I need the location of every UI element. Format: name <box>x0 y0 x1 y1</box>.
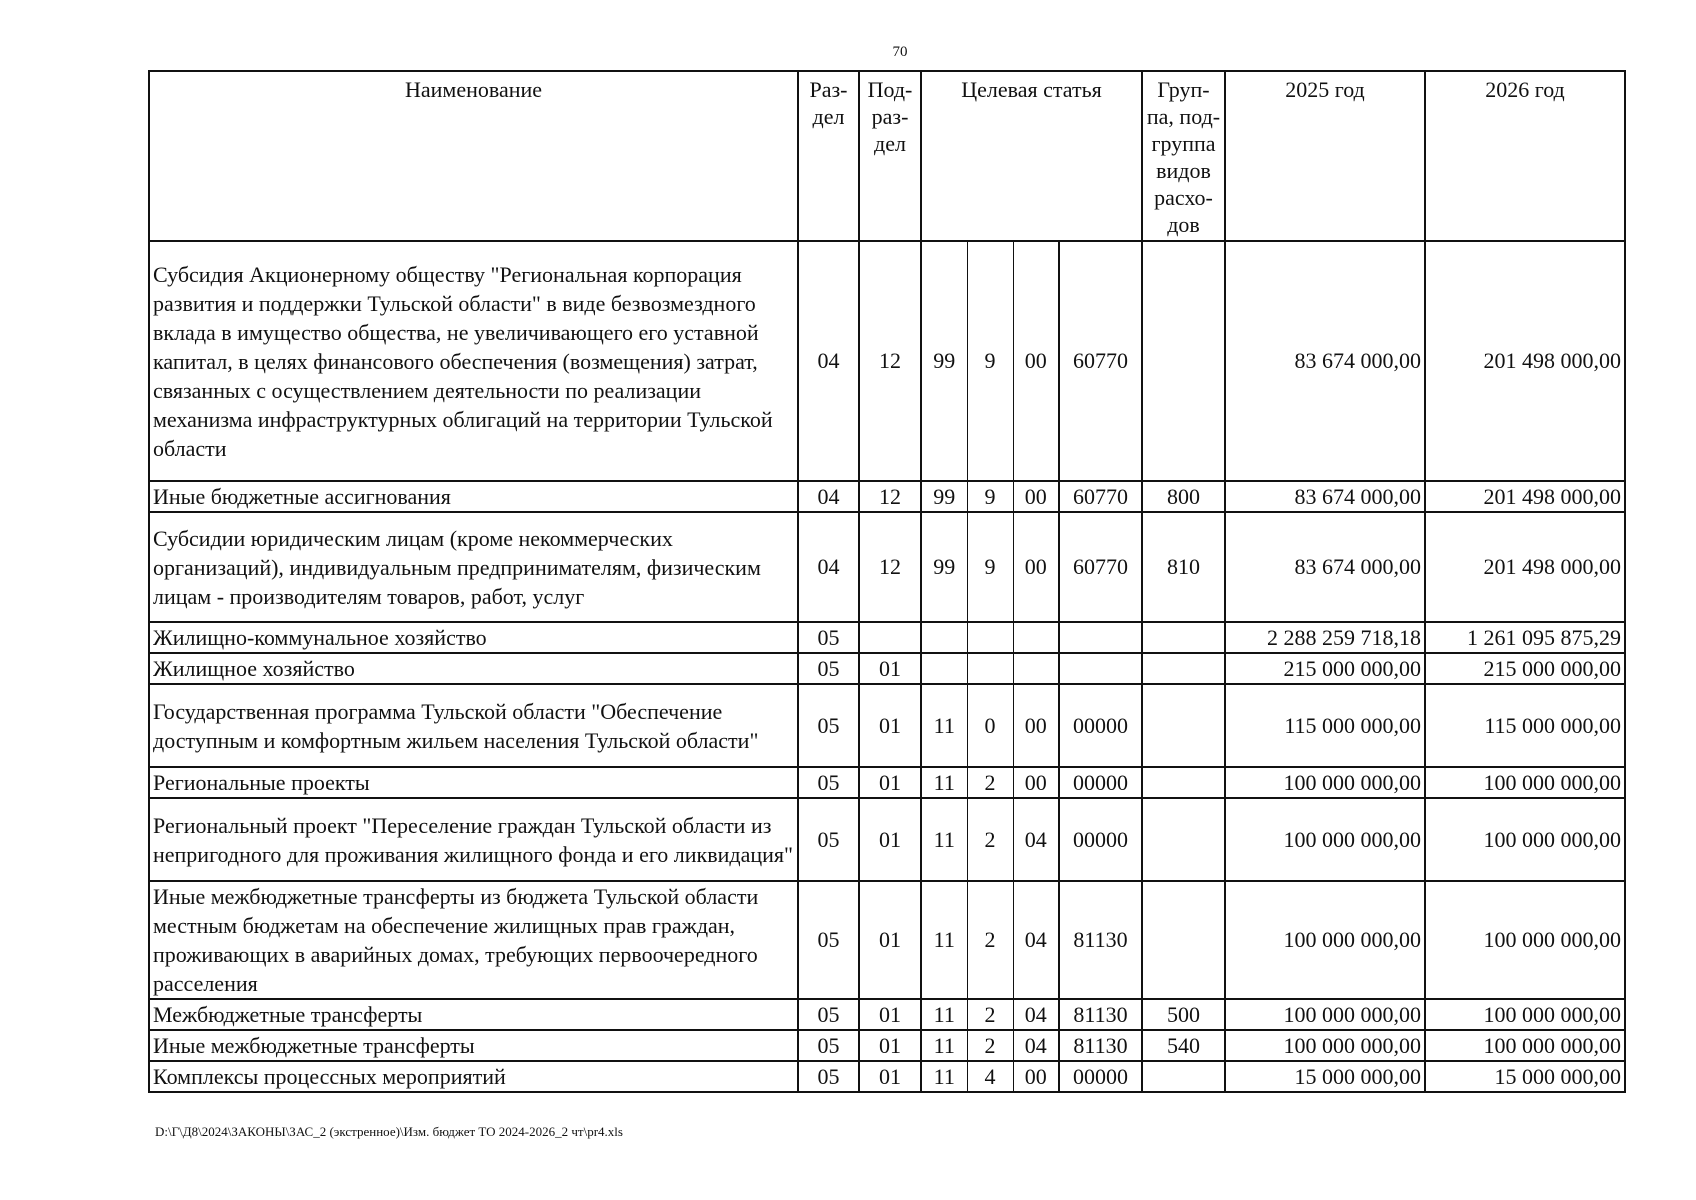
table-row <box>149 881 1625 999</box>
row-target-event: 00 <box>1013 767 1059 798</box>
row-target-program: 11 <box>921 881 967 999</box>
row-expense-group <box>1142 622 1225 653</box>
table-row <box>149 684 1625 767</box>
header-name: Наименование <box>149 71 798 241</box>
row-podrazdel <box>859 622 921 653</box>
table-row <box>149 241 1625 481</box>
row-name: Региональный проект "Переселение граждан Тульской области из непригодного для проживания жилищного фонда и его ликвидация" <box>149 798 798 881</box>
row-name: Иные бюджетные ассигнования <box>149 481 798 512</box>
header-2025: 2025 год <box>1225 71 1425 241</box>
row-name: Жилищно-коммунальное хозяйство <box>149 622 798 653</box>
row-target-program <box>921 653 967 684</box>
row-target-subprogram: 2 <box>967 1030 1013 1061</box>
row-amount-2025: 83 674 000,00 <box>1225 241 1425 481</box>
row-target-direction: 00000 <box>1059 684 1142 767</box>
row-razdel: 05 <box>798 881 859 999</box>
row-amount-2025: 100 000 000,00 <box>1225 798 1425 881</box>
row-razdel: 05 <box>798 622 859 653</box>
row-target-direction: 81130 <box>1059 1030 1142 1061</box>
row-target-event: 04 <box>1013 999 1059 1030</box>
row-amount-2026: 201 498 000,00 <box>1425 481 1625 512</box>
row-amount-2025: 100 000 000,00 <box>1225 999 1425 1030</box>
row-target-direction: 00000 <box>1059 1061 1142 1092</box>
budget-table <box>148 70 1626 1093</box>
row-amount-2025: 100 000 000,00 <box>1225 1030 1425 1061</box>
row-target-direction: 81130 <box>1059 881 1142 999</box>
row-podrazdel: 01 <box>859 653 921 684</box>
row-razdel: 04 <box>798 481 859 512</box>
row-amount-2026: 115 000 000,00 <box>1425 684 1625 767</box>
row-podrazdel: 12 <box>859 512 921 622</box>
row-expense-group <box>1142 241 1225 481</box>
row-target-direction: 60770 <box>1059 241 1142 481</box>
row-amount-2026: 1 261 095 875,29 <box>1425 622 1625 653</box>
row-name: Субсидия Акционерному обществу "Региональная корпорация развития и поддержки Тульской области" в виде безвозмездного вклада в имущество общества, не увеличивающего его уставной капитал, в целях финансового обеспечения (возмещения) затрат, связанных с осуществлением деятельности по реализации механизма инфраструктурных облигаций на территории Тульской области <box>149 241 798 481</box>
row-target-subprogram: 2 <box>967 767 1013 798</box>
row-target-direction: 00000 <box>1059 798 1142 881</box>
row-expense-group <box>1142 767 1225 798</box>
row-target-event: 00 <box>1013 481 1059 512</box>
row-target-event <box>1013 653 1059 684</box>
row-podrazdel: 12 <box>859 481 921 512</box>
row-amount-2025: 100 000 000,00 <box>1225 767 1425 798</box>
row-razdel: 05 <box>798 767 859 798</box>
table-row <box>149 1061 1625 1092</box>
row-target-subprogram <box>967 622 1013 653</box>
row-target-subprogram: 2 <box>967 999 1013 1030</box>
row-amount-2025: 100 000 000,00 <box>1225 881 1425 999</box>
row-target-subprogram: 2 <box>967 798 1013 881</box>
file-path-footer: D:\Г\Д8\2024\ЗАКОНЫ\ЗАС_2 (экстренное)\Изм. бюджет ТО 2024-2026_2 чт\pr4.xls <box>155 1124 623 1139</box>
row-razdel: 05 <box>798 684 859 767</box>
table-row <box>149 653 1625 684</box>
row-target-program: 11 <box>921 1061 967 1092</box>
row-target-direction: 00000 <box>1059 767 1142 798</box>
row-razdel: 05 <box>798 653 859 684</box>
row-expense-group: 540 <box>1142 1030 1225 1061</box>
row-target-event <box>1013 622 1059 653</box>
row-podrazdel: 12 <box>859 241 921 481</box>
row-amount-2025: 83 674 000,00 <box>1225 512 1425 622</box>
row-target-subprogram: 0 <box>967 684 1013 767</box>
table-row <box>149 622 1625 653</box>
row-target-program: 11 <box>921 1030 967 1061</box>
table-row <box>149 798 1625 881</box>
row-amount-2026: 100 000 000,00 <box>1425 1030 1625 1061</box>
row-target-subprogram: 4 <box>967 1061 1013 1092</box>
row-target-subprogram: 9 <box>967 512 1013 622</box>
row-amount-2025: 2 288 259 718,18 <box>1225 622 1425 653</box>
row-amount-2026: 215 000 000,00 <box>1425 653 1625 684</box>
row-podrazdel: 01 <box>859 1030 921 1061</box>
row-target-direction <box>1059 653 1142 684</box>
row-target-program: 11 <box>921 684 967 767</box>
row-razdel: 05 <box>798 1030 859 1061</box>
row-target-event: 00 <box>1013 512 1059 622</box>
row-target-program: 11 <box>921 767 967 798</box>
table-row <box>149 512 1625 622</box>
row-podrazdel: 01 <box>859 881 921 999</box>
row-target-program: 99 <box>921 512 967 622</box>
row-amount-2025: 115 000 000,00 <box>1225 684 1425 767</box>
row-name: Иные межбюджетные трансферты <box>149 1030 798 1061</box>
row-razdel: 04 <box>798 512 859 622</box>
row-amount-2026: 100 000 000,00 <box>1425 881 1625 999</box>
row-target-event: 00 <box>1013 1061 1059 1092</box>
row-razdel: 05 <box>798 798 859 881</box>
row-name: Государственная программа Тульской области "Обеспечение доступным и комфортным жильем населения Тульской области" <box>149 684 798 767</box>
row-amount-2026: 100 000 000,00 <box>1425 999 1625 1030</box>
row-expense-group: 810 <box>1142 512 1225 622</box>
row-expense-group <box>1142 653 1225 684</box>
row-target-direction: 81130 <box>1059 999 1142 1030</box>
row-target-event: 04 <box>1013 1030 1059 1061</box>
row-podrazdel: 01 <box>859 1061 921 1092</box>
table-row <box>149 481 1625 512</box>
row-target-program: 11 <box>921 999 967 1030</box>
table-row <box>149 999 1625 1030</box>
row-target-subprogram: 9 <box>967 241 1013 481</box>
row-amount-2025: 83 674 000,00 <box>1225 481 1425 512</box>
row-podrazdel: 01 <box>859 684 921 767</box>
row-target-event: 00 <box>1013 241 1059 481</box>
row-target-direction <box>1059 622 1142 653</box>
row-podrazdel: 01 <box>859 767 921 798</box>
row-name: Межбюджетные трансферты <box>149 999 798 1030</box>
row-razdel: 05 <box>798 1061 859 1092</box>
row-amount-2026: 201 498 000,00 <box>1425 512 1625 622</box>
row-expense-group <box>1142 684 1225 767</box>
row-amount-2026: 201 498 000,00 <box>1425 241 1625 481</box>
header-group: Груп-па, под-группа видов расхо-дов <box>1142 71 1225 241</box>
row-target-program <box>921 622 967 653</box>
row-target-program: 99 <box>921 481 967 512</box>
row-target-subprogram <box>967 653 1013 684</box>
row-target-event: 04 <box>1013 881 1059 999</box>
page-number: 70 <box>892 44 908 60</box>
table-row <box>149 1030 1625 1061</box>
row-razdel: 04 <box>798 241 859 481</box>
row-name: Субсидии юридическим лицам (кроме некоммерческих организаций), индивидуальным предпринимателям, физическим лицам - производителям товаров, работ, услуг <box>149 512 798 622</box>
row-name: Комплексы процессных мероприятий <box>149 1061 798 1092</box>
row-amount-2026: 100 000 000,00 <box>1425 798 1625 881</box>
header-2026: 2026 год <box>1425 71 1625 241</box>
row-target-event: 04 <box>1013 798 1059 881</box>
row-name: Иные межбюджетные трансферты из бюджета Тульской области местным бюджетам на обеспечение жилищных прав граждан, проживающих в аварийных домах, требующих первоочередного расселения <box>149 881 798 999</box>
header-razdel: Раз-дел <box>798 71 859 241</box>
row-expense-group: 800 <box>1142 481 1225 512</box>
row-expense-group: 500 <box>1142 999 1225 1030</box>
row-razdel: 05 <box>798 999 859 1030</box>
row-target-program: 11 <box>921 798 967 881</box>
row-name: Региональные проекты <box>149 767 798 798</box>
row-podrazdel: 01 <box>859 999 921 1030</box>
row-expense-group <box>1142 798 1225 881</box>
row-expense-group <box>1142 1061 1225 1092</box>
row-amount-2025: 15 000 000,00 <box>1225 1061 1425 1092</box>
table-row <box>149 767 1625 798</box>
table-header-row <box>149 71 1625 241</box>
row-podrazdel: 01 <box>859 798 921 881</box>
row-target-program: 99 <box>921 241 967 481</box>
row-name: Жилищное хозяйство <box>149 653 798 684</box>
row-target-direction: 60770 <box>1059 481 1142 512</box>
row-target-subprogram: 9 <box>967 481 1013 512</box>
row-target-direction: 60770 <box>1059 512 1142 622</box>
header-podrazdel: Под-раз-дел <box>859 71 921 241</box>
row-amount-2026: 15 000 000,00 <box>1425 1061 1625 1092</box>
row-expense-group <box>1142 881 1225 999</box>
header-target: Целевая статья <box>921 71 1142 241</box>
row-amount-2025: 215 000 000,00 <box>1225 653 1425 684</box>
row-amount-2026: 100 000 000,00 <box>1425 767 1625 798</box>
row-target-event: 00 <box>1013 684 1059 767</box>
row-target-subprogram: 2 <box>967 881 1013 999</box>
